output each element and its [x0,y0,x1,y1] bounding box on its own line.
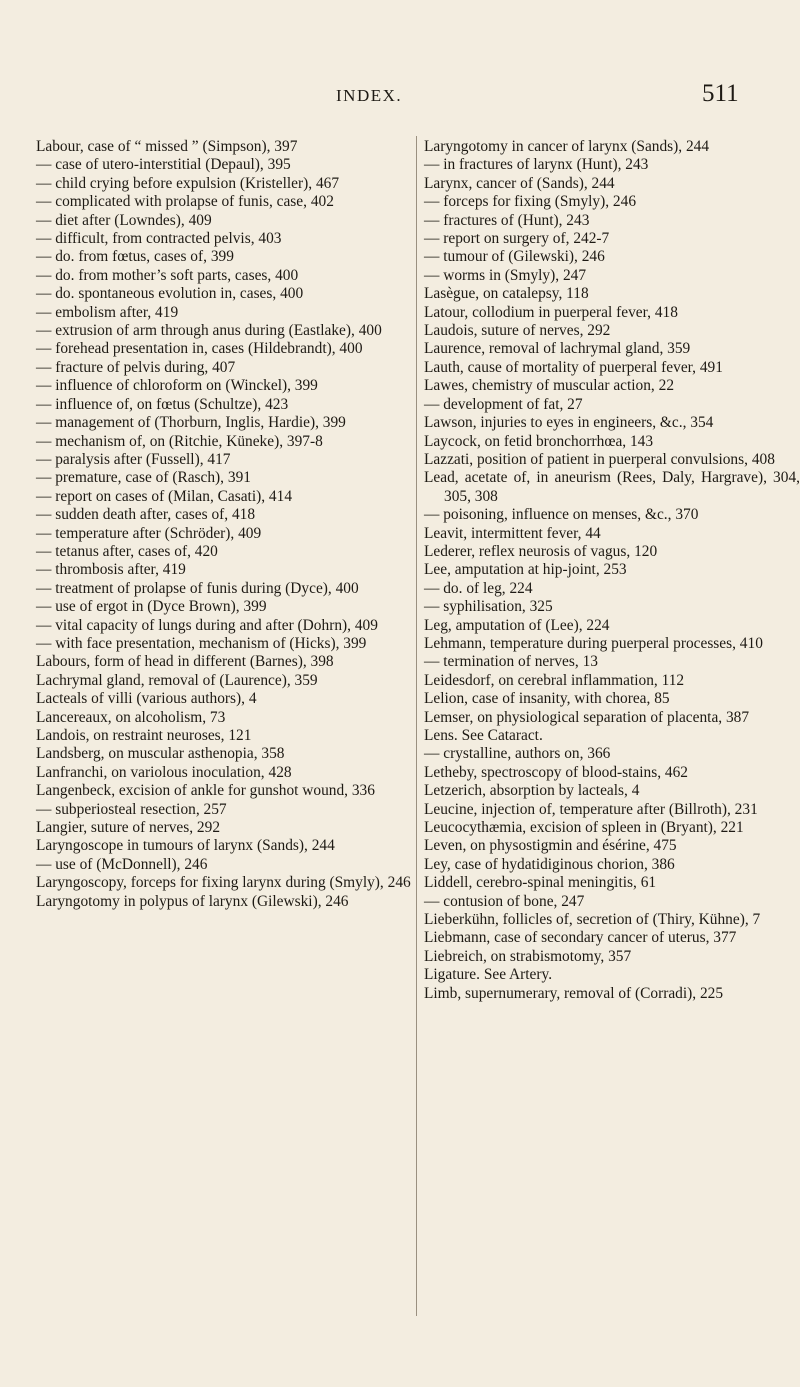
index-entry: Laycock, on fetid bronchorrhœa, 143 [424,432,654,450]
index-entry: — influence of, on fœtus (Schultze), 423 [36,395,289,413]
column-divider [416,136,417,1316]
index-entry: — vital capacity of lungs during and after (Dohrn), 409 [36,616,378,634]
index-entry: Laryngoscopy, forceps for fixing larynx during (Smyly), 246 [36,874,411,892]
index-entry: — in fractures of larynx (Hunt), 243 [424,156,649,174]
index-entry: — tetanus after, cases of, 420 [36,542,218,560]
index-entry: — forehead presentation in, cases (Hildebrandt), 400 [36,340,363,358]
index-entry: — complicated with prolapse of funis, case, 402 [36,193,334,211]
index-entry: Larynx, cancer of (Sands), 244 [424,174,615,192]
index-entry: — diet after (Lowndes), 409 [36,211,212,229]
index-entry: Letheby, spectroscopy of blood-stains, 462 [424,763,689,781]
index-entry: Lieberkühn, follicles of, secretion of (Thiry, Kühne), 7 [424,911,761,929]
left-column [36,138,411,911]
index-entry: — fractures of (Hunt), 243 [424,211,590,229]
index-entry: — with face presentation, mechanism of (Hicks), 399 [36,634,367,652]
index-entry: Ligature. See Artery. [424,966,553,984]
index-entry: — temperature after (Schröder), 409 [36,524,262,542]
index-entry: Lazzati, position of patient in puerperal convulsions, 408 [424,450,775,468]
index-entry: Landois, on restraint neuroses, 121 [36,727,252,744]
index-entry: Langier, suture of nerves, 292 [36,819,221,837]
index-entry: — sudden death after, cases of, 418 [36,506,256,524]
index-entry: — do. from mother’s soft parts, cases, 400 [36,266,299,284]
page-number: 511 [702,80,739,107]
index-entry: Lead, acetate of, in aneurism (Rees, Daly, Hargrave), 304, 305, 308 [424,469,800,505]
index-entry: — premature, case of (Rasch), 391 [36,469,251,487]
index-entry: Letzerich, absorption by lacteals, 4 [424,782,640,800]
index-entry: Lehmann, temperature during puerperal processes, 410 [424,634,763,652]
index-entry: Lelion, case of insanity, with chorea, 85 [424,690,670,708]
index-entry: Lachrymal gland, removal of (Laurence), 359 [36,671,318,689]
index-entry: — mechanism of, on (Ritchie, Küneke), 397-8 [36,432,323,450]
index-entry: Laryngoscope in tumours of larynx (Sands), 244 [36,837,335,855]
index-entry: Laudois, suture of nerves, 292 [424,322,611,340]
index-entry: Labours, form of head in different (Barnes), 398 [36,653,334,671]
index-entry: — extrusion of arm through anus during (Eastlake), 400 [36,322,382,340]
index-entry: Lawson, injuries to eyes in engineers, &c., 354 [424,414,714,432]
index-entry: Lasègue, on catalepsy, 118 [424,285,589,303]
index-entry: Lancereaux, on alcoholism, 73 [36,708,226,726]
index-entry: Lawes, chemistry of muscular action, 22 [424,377,675,395]
index-entry: — report on cases of (Milan, Casati), 414 [36,487,293,505]
index-entry: Latour, collodium in puerperal fever, 418 [424,303,678,321]
running-title: INDEX. [336,86,403,105]
index-entry: — case of utero-interstitial (Depaul), 395 [36,156,291,174]
index-entry: — treatment of prolapse of funis during (Dyce), 400 [36,579,359,597]
index-entry: Lanfranchi, on variolous inoculation, 428 [36,763,292,781]
index-entry: Labour, case of “ missed ” (Simpson), 397 [36,138,298,155]
index-entry: Langenbeck, excision of ankle for gunshot wound, 336 [36,782,375,800]
index-entry: Laryngotomy in polypus of larynx (Gilewski), 246 [36,892,349,910]
index-entry: — worms in (Smyly), 247 [424,266,587,284]
index-entry: Landsberg, on muscular asthenopia, 358 [36,745,285,763]
index-entry: Liebmann, case of secondary cancer of uterus, 377 [424,929,737,947]
index-entry: — do. spontaneous evolution in, cases, 400 [36,285,304,303]
index-entry: — do. of leg, 224 [424,579,533,597]
index-entry: — management of (Thorburn, Inglis, Hardie), 399 [36,414,346,432]
index-entry: — contusion of bone, 247 [424,892,585,910]
index-entry: — difficult, from contracted pelvis, 403 [36,230,282,248]
index-entry: Lemser, on physiological separation of placenta, 387 [424,708,750,726]
index-entry: Lederer, reflex neurosis of vagus, 120 [424,542,658,560]
index-entry: Lee, amputation at hip-joint, 253 [424,561,627,579]
index-entry: Leucocythæmia, excision of spleen in (Bryant), 221 [424,819,744,837]
index-entry: — syphilisation, 325 [424,598,553,616]
right-column [424,138,800,1003]
index-entry: — fracture of pelvis during, 407 [36,358,236,376]
index-entry: Leavit, intermittent fever, 44 [424,524,601,542]
index-entry: Limb, supernumerary, removal of (Corradi), 225 [424,984,724,1002]
index-entry: — paralysis after (Fussell), 417 [36,450,231,468]
index-entry: — poisoning, influence on menses, &c., 370 [424,506,699,524]
index-entry: — subperiosteal resection, 257 [36,800,227,818]
index-entry: — embolism after, 419 [36,303,179,321]
index-entry: — child crying before expulsion (Kristeller), 467 [36,174,340,192]
index-entry: — development of fat, 27 [424,395,583,413]
index-entry: Lacteals of villi (various authors), 4 [36,690,257,708]
index-entry: — termination of nerves, 13 [424,653,598,671]
index-entry: Leg, amputation of (Lee), 224 [424,616,610,634]
index-entry: Lens. See Cataract. [424,727,543,744]
index-entry: — use of ergot in (Dyce Brown), 399 [36,598,267,616]
index-entry: — use of (McDonnell), 246 [36,855,208,873]
index-entry: — crystalline, authors on, 366 [424,745,611,763]
index-entry: — thrombosis after, 419 [36,561,186,579]
index-entry: Laryngotomy in cancer of larynx (Sands), 244 [424,138,710,155]
index-entry: Ley, case of hydatidiginous chorion, 386 [424,855,675,873]
index-entry: — do. from fœtus, cases of, 399 [36,248,234,266]
index-entry: Leucine, injection of, temperature after (Billroth), 231 [424,800,758,818]
index-entry: Lauth, cause of mortality of puerperal fever, 491 [424,358,723,376]
index-entry: — forceps for fixing (Smyly), 246 [424,193,637,211]
index-entry: Liebreich, on strabismotomy, 357 [424,947,632,965]
index-entry: Laurence, removal of lachrymal gland, 359 [424,340,691,358]
index-entry: Leven, on physostigmin and ésérine, 475 [424,837,677,855]
page-header [0,80,800,126]
index-entry: Leidesdorf, on cerebral inflammation, 112 [424,671,685,689]
index-entry: — report on surgery of, 242-7 [424,230,610,248]
index-entry: — tumour of (Gilewski), 246 [424,248,605,266]
index-entry: — influence of chloroform on (Winckel), 399 [36,377,318,395]
index-entry: Liddell, cerebro-spinal meningitis, 61 [424,874,657,892]
